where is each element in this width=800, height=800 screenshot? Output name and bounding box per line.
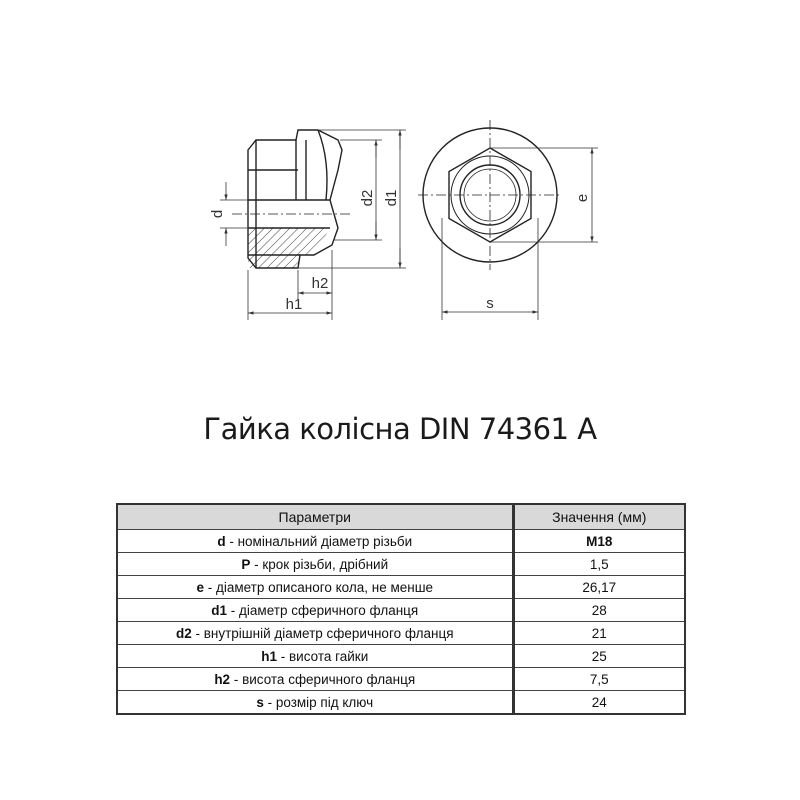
label-h2: h2 (311, 275, 329, 292)
param-symbol: h1 (261, 648, 277, 664)
value-cell: 1,5 (513, 553, 685, 576)
param-cell (117, 691, 513, 715)
param-symbol: s (256, 694, 264, 710)
label-e: e (574, 193, 591, 203)
param-cell (117, 576, 513, 599)
table-row (117, 599, 685, 622)
parameters-table (116, 503, 686, 715)
nut-side-view (232, 130, 352, 268)
top-dimensions (442, 148, 598, 320)
value-cell: 28 (513, 599, 685, 622)
param-cell (117, 599, 513, 622)
value-cell: 26,17 (513, 576, 685, 599)
label-d: d (209, 209, 226, 219)
table-row (117, 576, 685, 599)
section-hatch (248, 228, 330, 268)
param-desc: - висота сферичного фланця (230, 671, 416, 687)
label-d2: d2 (359, 189, 376, 207)
table-row (117, 645, 685, 668)
param-desc: - крок різьби, дрібний (250, 556, 389, 572)
table-row (117, 622, 685, 645)
param-symbol: d2 (175, 625, 192, 641)
param-cell (117, 622, 513, 645)
value-cell: 21 (513, 622, 685, 645)
table-row (117, 691, 685, 715)
param-cell (117, 530, 513, 553)
value-cell: M18 (513, 530, 685, 553)
table-row (117, 530, 685, 553)
header-parameters: Параметри (117, 504, 513, 530)
label-s: s (486, 295, 494, 312)
param-cell (117, 553, 513, 576)
nut-top-view (418, 120, 562, 270)
value-cell: 7,5 (513, 668, 685, 691)
param-desc: - діаметр описаного кола, не менше (203, 579, 434, 595)
label-h1: h1 (285, 296, 303, 313)
table-row (117, 668, 685, 691)
table-row (117, 553, 685, 576)
param-symbol: d1 (211, 602, 228, 618)
param-cell (117, 668, 513, 691)
value-cell: 25 (513, 645, 685, 668)
label-d1: d1 (383, 189, 400, 207)
param-desc: - номінальний діаметр різьби (225, 533, 413, 549)
param-desc: - внутрішній діаметр сферичного фланця (191, 625, 454, 641)
param-symbol: P (241, 556, 251, 572)
header-values: Значення (мм) (513, 504, 685, 530)
table-header-row (117, 504, 685, 530)
param-desc: - висота гайки (277, 648, 369, 664)
value-cell: 24 (513, 691, 685, 715)
param-desc: - діаметр сферичного фланця (227, 602, 419, 618)
param-symbol: h2 (214, 671, 231, 687)
param-symbol: e (196, 579, 204, 595)
param-symbol: d (217, 533, 226, 549)
param-cell (117, 645, 513, 668)
param-desc: - розмір під ключ (263, 694, 374, 710)
page-title: Гайка колісна DIN 74361 A (203, 412, 597, 446)
